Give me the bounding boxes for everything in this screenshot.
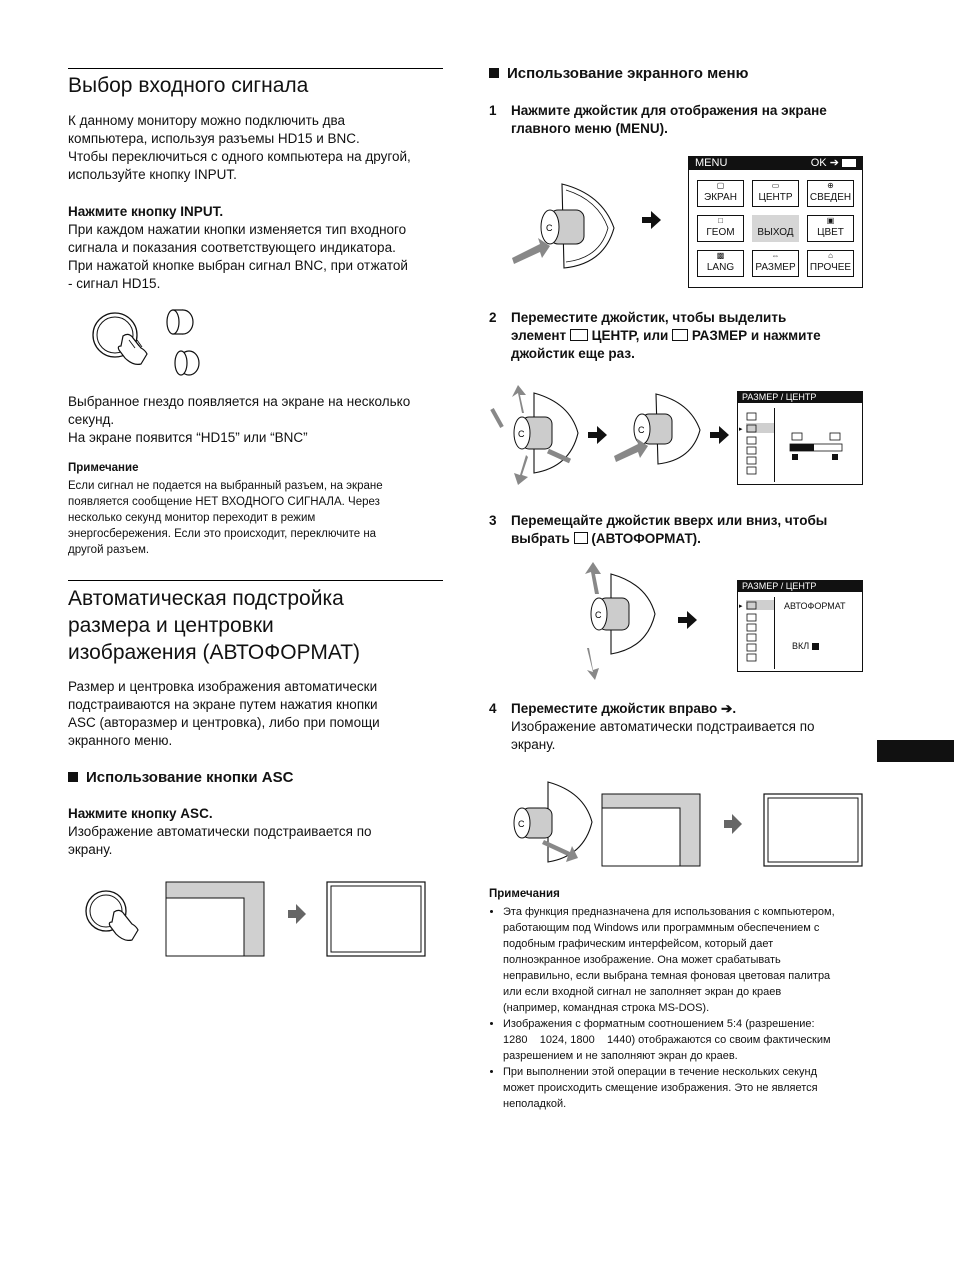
step-4-number: 4 xyxy=(489,701,497,716)
press-input-paragraph: При каждом нажатии кнопки изменяется тип входного сигнала и показания соответствующего индикатора. При нажатой кнопке выбран сигнал BNC, при отжатой - сигнал HD15. xyxy=(68,222,408,291)
osd-title-bar: РАЗМЕР / ЦЕНТР xyxy=(738,392,862,403)
intro-paragraph: К данному монитору можно подключить два компьютера, используя разъемы HD15 и BNC. Чтобы переключиться с одного компьютера на другой, используйте кнопку INPUT. xyxy=(68,113,411,182)
osd-menu-icons xyxy=(738,597,774,669)
heading-autoformat: Автоматическая подстройка размера и центровки изображения (АВТОФОРМАТ) xyxy=(68,587,361,664)
side-tab-marker xyxy=(877,740,954,762)
size-icon: ⇔ xyxy=(771,251,780,260)
svg-text:C: C xyxy=(638,425,645,435)
joystick-move-updown-illustration xyxy=(565,562,657,682)
toolbox-icon: ⌂ xyxy=(828,251,833,260)
center-icon xyxy=(570,329,588,341)
screen-icon: ▢ xyxy=(716,181,725,190)
menu-item-convergence[interactable]: ⊕ СВЕДЕН xyxy=(807,180,854,207)
svg-text:▸: ▸ xyxy=(739,603,743,610)
menu-item-center[interactable]: ▭ ЦЕНТР xyxy=(752,180,799,207)
joystick-press-illustration xyxy=(510,180,620,272)
step-1-number: 1 xyxy=(489,103,497,118)
step4-illustration xyxy=(512,778,864,870)
language-icon: ▩ xyxy=(716,251,725,260)
arrow-right-icon xyxy=(710,426,730,444)
size-icon xyxy=(672,329,688,341)
note-paragraph: Если сигнал не подается на выбранный разъем, на экране появляется сообщение НЕТ ВХОДНОГО СИГНАЛА. Через несколько секунд монитор переходит в режим энергосбережения. Если это происходит, переключите на другой разъем. xyxy=(68,480,383,556)
menu-item-exit[interactable]: ВЫХОД xyxy=(752,215,799,242)
menu-item-size[interactable]: ⇔ РАЗМЕР xyxy=(752,250,799,277)
arrow-right-icon xyxy=(642,211,662,229)
input-button-illustration xyxy=(85,300,215,385)
svg-text:▸: ▸ xyxy=(739,426,743,433)
press-input-heading: Нажмите кнопку INPUT. xyxy=(68,204,224,219)
section-rule-left xyxy=(68,580,443,581)
press-asc-paragraph: Изображение автоматически подстраивается по экрану. xyxy=(68,824,372,857)
main-menu-osd xyxy=(688,156,863,288)
note-heading: Примечание xyxy=(68,462,139,474)
step-2-text: Переместите джойстик, чтобы выделить элемент ЦЕНТР, или РАЗМЕР и нажмите джойстик еще раз. xyxy=(511,310,821,361)
autoformat-label: АВТОФОРМАТ xyxy=(784,601,846,611)
step-1-text: Нажмите джойстик для отображения на экране главного меню (MENU). xyxy=(511,103,827,136)
notes-list xyxy=(489,904,893,1112)
arrow-right-icon xyxy=(678,611,698,629)
center-slider xyxy=(786,430,846,460)
section-osd-menu: Использование экранного меню xyxy=(489,65,748,82)
menu-item-geometry[interactable]: □ ГЕОМ xyxy=(697,215,744,242)
color-icon: ▣ xyxy=(826,216,835,225)
step-2-number: 2 xyxy=(489,310,497,325)
top-rule-left xyxy=(68,68,443,69)
autoformat-osd xyxy=(737,580,863,672)
notes-heading: Примечания xyxy=(489,888,560,900)
heading-input-select: Выбор входного сигнала xyxy=(68,74,309,97)
step-3-text: Перемещайте джойстик вверх или вниз, чтобы выбрать (АВТОФОРМАТ). xyxy=(511,513,828,546)
menu-item-screen[interactable]: ▢ ЭКРАН xyxy=(697,180,744,207)
center-icon: ▭ xyxy=(771,181,780,190)
arrow-right-icon xyxy=(588,426,608,444)
list-item: • При выполнении этой операции в течение нескольких секунд может происходить смещение изображения. Это не является неполадкой. xyxy=(503,1064,893,1112)
svg-text:C: C xyxy=(518,429,525,439)
section-asc-button: Использование кнопки ASC xyxy=(68,769,293,786)
convergence-icon: ⊕ xyxy=(827,181,834,190)
autoformat-intro: Размер и центровка изображения автоматически подстраиваются на экране путем нажатия кнопки ASC (авторазмер и центровка), либо при помощи экранного меню. xyxy=(68,679,380,748)
menu-item-lang[interactable]: ▩ LANG xyxy=(697,250,744,277)
svg-text:C: C xyxy=(595,610,602,620)
press-asc-heading: Нажмите кнопку ASC. xyxy=(68,806,213,821)
list-item: • Изображения с форматным соотношением 5:4 (разрешение: 1280 1024, 1800 1440) отображаются со своим фактическим разрешением и не заполняют экран до краев. xyxy=(503,1016,893,1064)
joystick-move-updown-illustration xyxy=(488,385,580,485)
svg-text:C: C xyxy=(546,223,553,233)
after-press-paragraph: Выбранное гнездо появляется на экране на несколько секунд. На экране появится “HD15” или “BNC” xyxy=(68,394,411,445)
joystick-press-illustration xyxy=(612,392,704,467)
square-bullet-icon xyxy=(489,68,499,78)
menu-item-color[interactable]: ▣ ЦВЕТ xyxy=(807,215,854,242)
osd-title-bar: РАЗМЕР / ЦЕНТР xyxy=(738,581,862,592)
menu-title-bar: MENU OK ➔ xyxy=(689,157,862,170)
geometry-icon: □ xyxy=(718,216,723,225)
step-3-number: 3 xyxy=(489,513,497,528)
svg-text:C: C xyxy=(518,819,525,829)
menu-item-other[interactable]: ⌂ ПРОЧЕЕ xyxy=(807,250,854,277)
list-item: • Эта функция предназначена для использования с компьютером, работающим под Windows или программным обеспечением с подобным графическим интерфейсом, который дает полноэкранное изображение. Она может срабатывать неправильно, если выбрана темная фоновая цветовая палитра или если входной сигнал не заполняет экран до краев (например, командная строка MS-DOS). xyxy=(503,904,893,1016)
autoformat-icon xyxy=(574,532,588,544)
arrow-right-icon: ➔ xyxy=(721,701,733,716)
square-bullet-icon xyxy=(68,772,78,782)
step-4-text: Переместите джойстик вправо ➔. Изображение автоматически подстраивается по экрану. xyxy=(511,701,815,752)
size-center-osd xyxy=(737,391,863,485)
asc-illustration xyxy=(80,878,435,960)
osd-menu-icons xyxy=(738,408,774,482)
autoformat-value: ВКЛ xyxy=(792,641,819,651)
